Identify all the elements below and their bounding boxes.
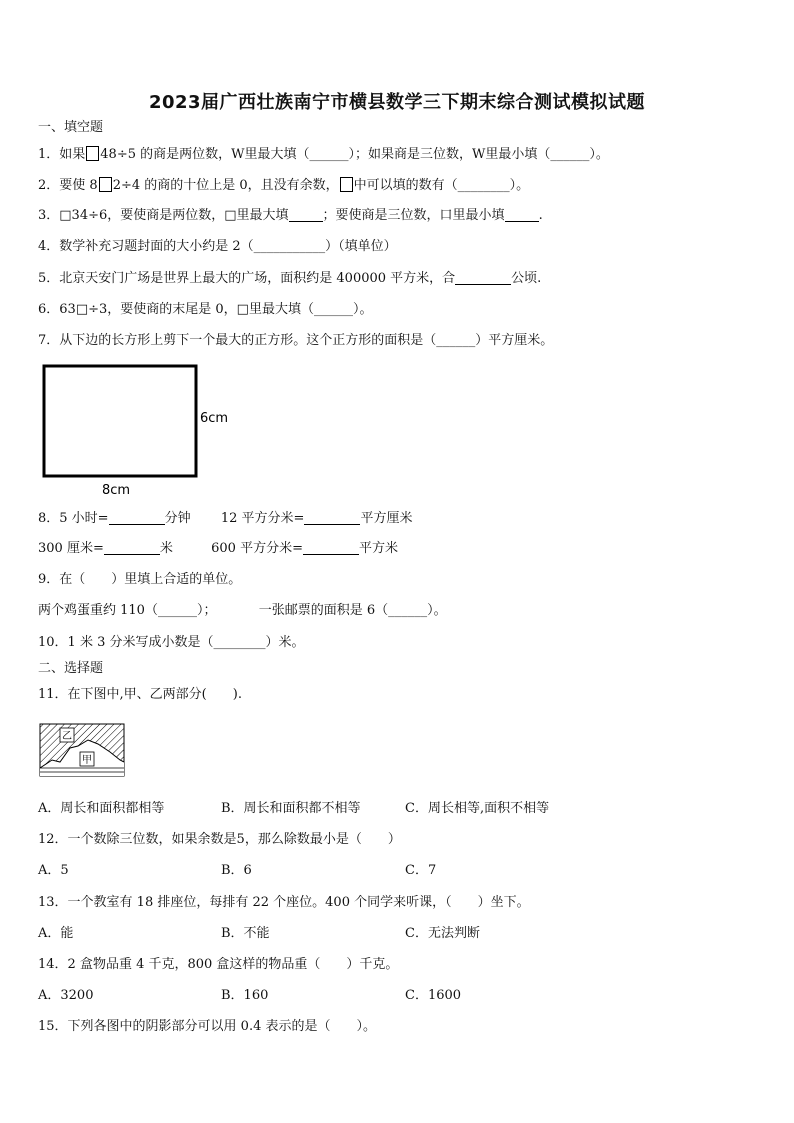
question-1 [38,146,609,164]
q12-option-c: C．7 [405,863,437,878]
question-9: 9．在（ ）里填上合适的单位。 [38,572,242,587]
question-9-part-b: 一张邮票的面积是 6（______）。 [258,603,447,618]
rectangle-figure [38,360,248,500]
question-2 [38,177,529,195]
question-14: 14．2 盒物品重 4 千克，800 盒这样的物品重（ ）千克。 [38,957,399,972]
question-1-text-a: 1．如果 [38,147,86,162]
q14-option-c: C．1600 [405,988,462,1003]
q8-text-d1: 600 平方分米= [211,541,303,556]
answer-blank [455,270,511,285]
question-3-text-b: ；要使商是三位数，口里最小填 [322,208,505,223]
question-1-text-b: 48÷5 的商是两位数，W里最大填（______）；如果商是三位数，W里最小填（______）。 [100,147,609,162]
question-2-text-c: 中可以填的数有（________）。 [353,178,530,193]
q13-option-c: C．无法判断 [405,926,480,941]
blank-box [340,177,353,192]
answer-blank [289,207,323,222]
q11-option-a: A．周长和面积都相等 [38,801,165,816]
question-9-part-a: 两个鸡蛋重约 110（______）； [38,603,217,618]
question-7: 7．从下边的长方形上剪下一个最大的正方形。这个正方形的面积是（______）平方厘米。 [38,333,554,348]
question-8-row-1 [38,510,412,528]
question-15: 15．下列各图中的阴影部分可以用 0.4 表示的是（ ）。 [38,1019,376,1034]
height-label: 6cm [200,411,229,426]
q14-option-a: A．3200 [38,988,94,1003]
question-10: 10．1 米 3 分米写成小数是（________）米。 [38,635,305,650]
question-9-parts [38,602,447,620]
question-13: 13．一个教室有 18 排座位，每排有 22 个座位。400 个同学来听课，（ ）坐下。 [38,895,530,910]
answer-blank [109,510,165,525]
answer-blank [303,540,359,555]
question-5-text-a: 5．北京天安门广场是世界上最大的广场，面积约是 400000 平方米，合 [38,271,456,286]
q8-text-c2: 米 [159,541,173,556]
q11-option-b: B．周长和面积都不相等 [221,801,361,816]
question-3 [38,207,543,225]
question-12: 12．一个数除三位数，如果余数是5，那么除数最小是（ ） [38,832,401,847]
q14-option-b: B．160 [221,988,269,1003]
q8-text-b2: 平方厘米 [360,511,413,526]
blank-box [99,177,112,192]
section-heading-choice: 二、选择题 [38,661,104,676]
q13-option-a: A．能 [38,926,74,941]
rectangle-shape [44,366,196,476]
question-5-text-b: 公顷. [511,271,542,286]
question-4: 4．数学补充习题封面的大小约是 2（___________）（填单位） [38,239,397,254]
question-3-text-c: . [538,208,543,223]
part-b-label: 甲 [82,755,92,766]
section-heading-fill: 一、填空题 [38,120,104,135]
q8-text-a2: 分钟 [164,511,191,526]
answer-blank [304,510,360,525]
q13-option-b: B．不能 [221,926,270,941]
q8-text-c1: 300 厘米= [38,541,104,556]
question-2-text-a: 2．要使 8 [38,178,98,193]
question-8-row-2 [38,540,398,558]
q12-option-b: B．6 [221,863,252,878]
question-3-text-a: 3．□34÷6，要使商是两位数，□里最大填 [38,208,289,223]
q11-figure [38,722,128,780]
blank-box [86,146,99,161]
question-6: 6．63□÷3，要使商的末尾是 0，□里最大填（______）。 [38,302,373,317]
question-2-text-b: 2÷4 的商的十位上是 0，且没有余数， [112,178,339,193]
question-11: 11．在下图中,甲、乙两部分( ). [38,687,242,702]
q8-text-b1: 12 平方分米= [220,511,305,526]
q12-option-a: A．5 [38,863,69,878]
answer-blank [104,540,160,555]
q11-option-c: C．周长相等,面积不相等 [405,801,550,816]
page-title: 2023届广西壮族南宁市横县数学三下期末综合测试模拟试题 [148,92,646,113]
question-5 [38,270,541,288]
q8-text-a1: 8．5 小时= [38,511,109,526]
width-label: 8cm [102,483,131,498]
part-a-label: 乙 [62,731,72,742]
answer-blank [505,207,539,222]
q8-text-d2: 平方米 [358,541,398,556]
